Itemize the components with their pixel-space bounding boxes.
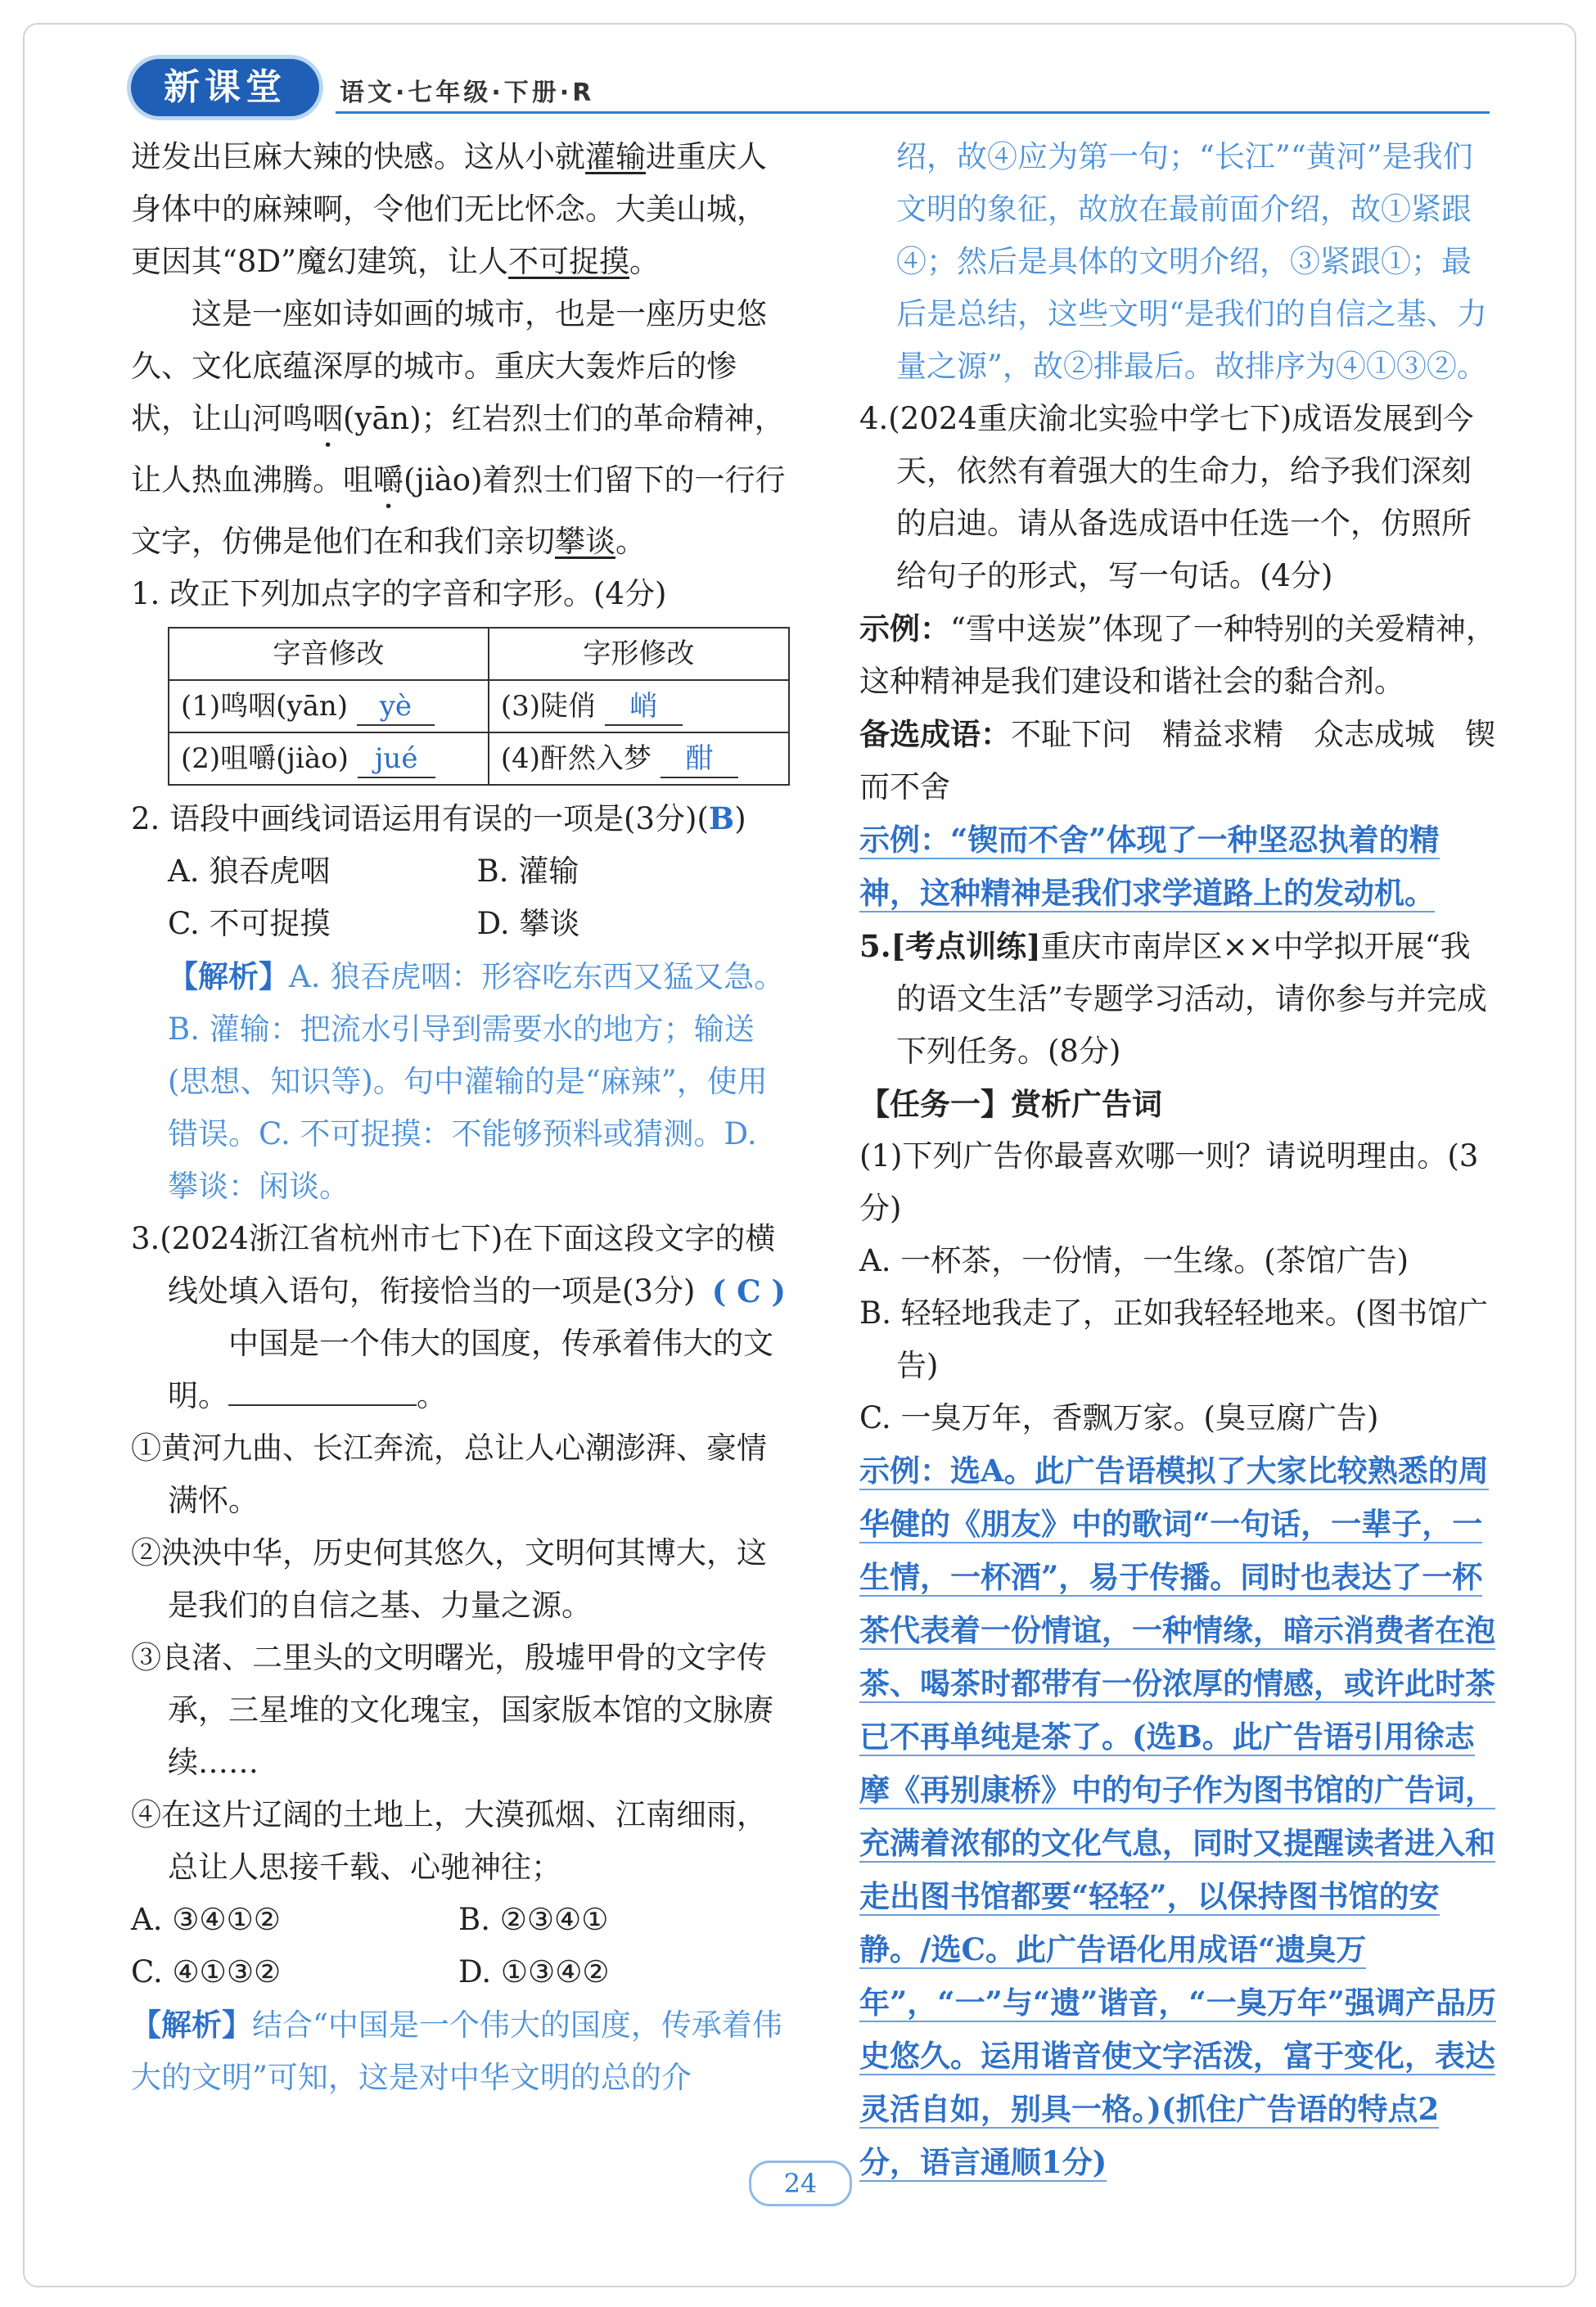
question-2	[131, 792, 786, 845]
cell-text: (1)鸣咽(yān)	[181, 690, 349, 723]
answer-fill: 酣	[660, 741, 738, 778]
option: B. ②③④①	[458, 1902, 609, 1937]
question-5	[859, 920, 1498, 1078]
q3-passage	[131, 1318, 786, 1422]
ad-option-b: B. 轻轻地我走了，正如我轻轻地来。(图书馆广告)	[859, 1295, 1489, 1383]
text: (yān)；红岩烈士们的革命精神，让人热血沸腾。咀	[131, 401, 785, 498]
task-1-question: (1)下列广告你最喜欢哪一则？请说明理由。(3分)	[859, 1138, 1479, 1226]
cell-text: (3)陡俏	[500, 690, 597, 723]
text: “雪中送炭”体现了一种特别的关爱精神，这种精神是我们建设和谐社会的黏合剂。	[859, 611, 1496, 699]
text: 进重庆人身体中的麻辣啊，令他们无比怀念。大美山城，更因其“8D”魔幻建筑，让人	[131, 139, 767, 279]
label: 备选成语：	[859, 716, 1011, 752]
q3-explanation	[131, 1998, 786, 2104]
ad-option-c: C. 一臭万年，香飘万家。(臭豆腐广告)	[859, 1400, 1379, 1435]
answer-text: 示例：“锲而不舍”体现了一种坚忍执着的精神，这种精神是我们求学道路上的发动机。	[859, 822, 1440, 911]
question-text: 2. 语段中画线词语运用有误的一项是(3分)(	[131, 801, 709, 836]
page-number: 24	[749, 2161, 852, 2206]
answer-text: 示例：选A。此广告语模拟了大家比较熟悉的周华健的《朋友》中的歌词“一句话，一辈子，一生情，一杯酒”，易于传播。同时也表达了一杯茶代表着一份情谊，一种情缘，暗示消费者在泡茶、喝茶时都带有一份浓厚的情感，或许此时茶已不再单纯是茶了。(选B。此广告语引用徐志摩《再别康桥》中的句子作为图书馆的广告词，充满着浓郁的文化气息，同时又提醒读者进入和走出图书馆都要“轻轻”，以保持图书馆的安静。/选C。此广告语化用成语“遗臭万年”，“一”与“遗”谐音，“一臭万年”强调产品历史悠久。运用谐音使文字活泼，富于变化，表达灵活自如，别具一格。)(抓住广告语的特点2分，语言通顺1分)	[859, 1453, 1496, 2180]
text: 不耻下问 精益求精 众志成城 锲而不舍	[859, 717, 1495, 804]
left-column	[131, 131, 786, 2104]
question-3	[131, 1213, 786, 1318]
text: 。	[629, 244, 660, 279]
option: D. 攀谈	[476, 906, 580, 941]
q2-options-row-1	[131, 845, 786, 898]
q3-sentence-3: ③良渚、二里头的文明曙光，殷墟甲骨的文字传承，三星堆的文化瑰宝，国家版本馆的文脉赓续……	[131, 1640, 773, 1780]
text: 。	[417, 1378, 447, 1413]
underlined-word: 不可捉摸	[508, 244, 630, 279]
text: 中国是一个伟大的国度，传承着伟大的文明。	[168, 1326, 773, 1413]
question-4: 4.(2024重庆渝北实验中学七下)成语发展到今天，依然有着强大的生命力，给予我们深刻的启迪。请从备选成语中任选一个，仿照所给句子的形式，写一句话。(4分)	[859, 401, 1474, 593]
option: C. ④①③②	[131, 1954, 282, 1989]
task-1-answer	[859, 1444, 1498, 2189]
table-cell	[169, 680, 489, 732]
header	[131, 59, 1490, 124]
answer-fill: 峭	[605, 688, 683, 726]
answer: B	[708, 800, 735, 836]
dotted-char: 嚼	[373, 462, 404, 498]
cell-text: (2)咀嚼(jiào)	[181, 742, 349, 775]
option: D. ①③④②	[458, 1954, 610, 1989]
q3-options-row-2	[131, 1946, 786, 1998]
q2-options-row-2	[131, 898, 786, 950]
option: B. 灌输	[476, 854, 579, 889]
q3-options-row-1	[131, 1894, 786, 1946]
q4-example	[859, 602, 1498, 708]
table-cell	[489, 732, 789, 785]
explanation-tag: 【解析】	[168, 958, 289, 994]
cell-text: (4)酐然入梦	[500, 742, 652, 775]
text: (jiào)着烈士们留下的一行行文字，仿佛是他们在和我们亲切	[131, 462, 786, 559]
q4-candidate-idioms	[859, 708, 1498, 813]
option: A. 狼吞虎咽	[168, 854, 331, 889]
table-header: 字形修改	[489, 628, 789, 680]
answer-fill: jué	[358, 741, 435, 778]
text: 这是一座如诗如画的城市，也是一座历史悠久、文化底蕴深厚的城市。重庆大轰炸后的惨状，让山河鸣	[131, 296, 767, 436]
header-title: 语文·七年级·下册·R	[340, 79, 595, 107]
underlined-word: 灌输	[585, 139, 646, 174]
text: 。	[615, 524, 646, 559]
label: 示例：	[859, 611, 950, 647]
q3-sentence-2: ②泱泱中华，历史何其悠久，文明何其博大，这是我们的自信之基、力量之源。	[131, 1535, 767, 1623]
question-1: 1. 改正下列加点字的字音和字形。(4分)	[131, 576, 667, 611]
answer-fill: yè	[357, 688, 435, 726]
table-cell	[169, 732, 489, 785]
text: 迸发出巨麻大辣的快感。这从小就	[131, 139, 585, 174]
explanation-text: 结合“中国是一个伟大的国度，传承着伟大的文明”可知，这是对中华文明的总的介	[131, 2007, 782, 2095]
text: )	[734, 801, 746, 836]
task-1-heading: 【任务一】赏析广告词	[859, 1086, 1162, 1122]
header-rule	[336, 111, 1490, 114]
correction-table	[168, 627, 790, 786]
answer: ( C )	[711, 1273, 786, 1309]
q4-answer	[859, 813, 1498, 920]
option: A. ③④①②	[131, 1902, 281, 1937]
blank-line	[228, 1380, 417, 1406]
table-cell	[489, 680, 789, 732]
option: C. 不可捉摸	[168, 906, 331, 941]
passage-paragraph-1	[131, 131, 786, 288]
explanation-tag: 【解析】	[131, 2007, 252, 2043]
question-number: 5.	[859, 928, 891, 964]
question-text: 3.(2024浙江省杭州市七下)在下面这段文字的横线处填入语句，衔接恰当的一项是(3分)	[131, 1221, 776, 1309]
underlined-word: 攀谈	[555, 524, 615, 559]
q2-explanation	[131, 950, 786, 1213]
q3-sentence-1: ①黄河九曲、长江奔流，总让人心潮澎湃、豪情满怀。	[131, 1431, 767, 1518]
explanation-text: A. 狼吞虎咽：形容吃东西又猛又急。B. 灌输：把流水引导到需要水的地方；输送(思想、知识等)。句中灌输的是“麻辣”，使用错误。C. 不可捉摸：不能够预料或猜测。D. 攀谈：闲谈。	[168, 959, 785, 1204]
question-tag: [考点训练]	[890, 928, 1041, 964]
question-text: 重庆市南岸区××中学拟开展“我的语文生活”专题学习活动，请你参与并完成下列任务。(8分)	[896, 929, 1487, 1069]
q3-sentence-4: ④在这片辽阔的土地上，大漠孤烟、江南细雨，总让人思接千载、心驰神往；	[131, 1797, 767, 1885]
passage-paragraph-2	[131, 288, 786, 568]
ad-option-a: A. 一杯茶，一份情，一生缘。(茶馆广告)	[859, 1243, 1409, 1278]
right-column	[859, 131, 1498, 2189]
q3-explanation-continued: 绍，故④应为第一句；“长江”“黄河”是我们文明的象征，故放在最前面介绍，故①紧跟④；然后是具体的文明介绍，③紧跟①；最后是总结，这些文明“是我们的自信之基、力量之源”，故②排最后。故排序为④①③②。	[896, 139, 1487, 384]
table-header: 字音修改	[169, 628, 489, 680]
logo: 新课堂	[131, 59, 319, 116]
dotted-char: 咽	[313, 401, 343, 436]
